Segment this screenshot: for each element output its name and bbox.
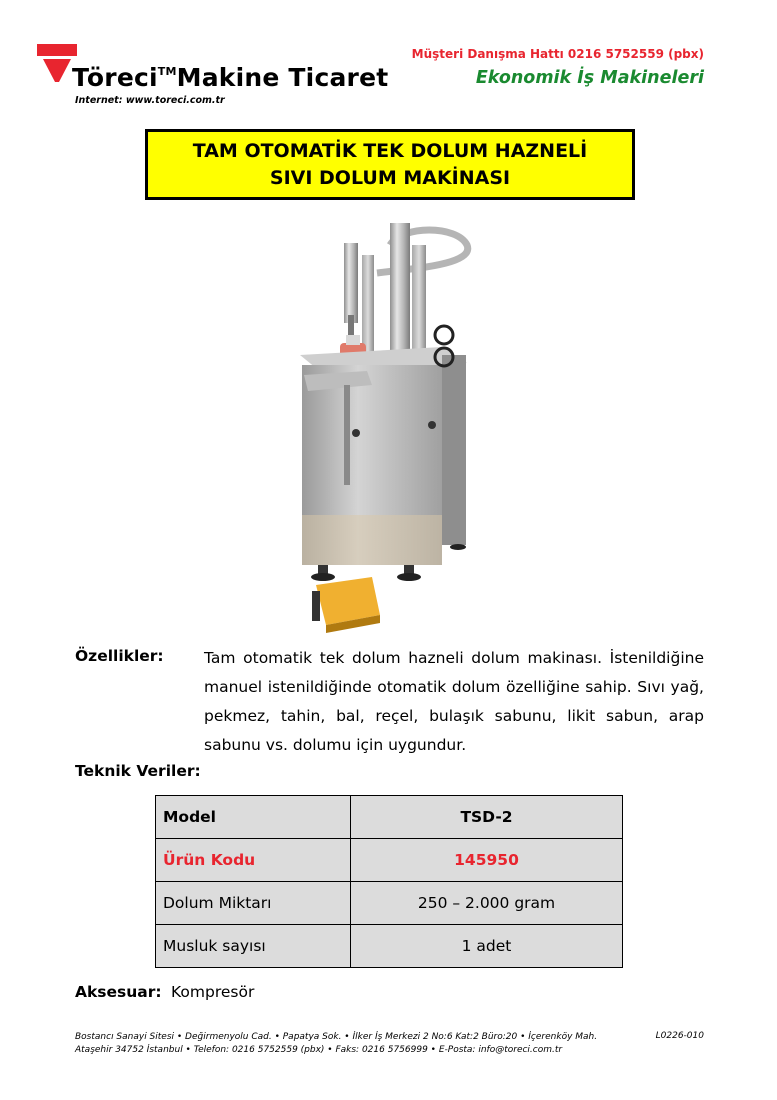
trademark-mark: TM — [157, 65, 177, 78]
table-row — [156, 796, 623, 839]
accessory-value: Kompresör — [171, 983, 255, 1001]
spec-value: 145950 — [351, 839, 623, 882]
spec-table — [155, 795, 623, 968]
table-row — [156, 882, 623, 925]
table-row — [156, 925, 623, 968]
website-text: Internet: www.toreci.com.tr — [75, 95, 225, 106]
footer-line-1: Bostancı Sanayi Sitesi • Değirmenyolu Cad. • Papatya Sok. • İlker İş Merkezi 2 No:6 Kat:2 Büro:20 • İçerenköy Mah. — [75, 1032, 598, 1042]
spec-value: 250 – 2.000 gram — [351, 882, 623, 925]
technical-data-label: Teknik Veriler: — [75, 762, 201, 780]
spec-key: Ürün Kodu — [156, 839, 351, 882]
document-code: L0226-010 — [655, 1031, 704, 1041]
filling-machine-image — [282, 215, 492, 635]
features-text: Tam otomatik tek dolum hazneli dolum makinası. İstenildiğine manuel istenildiğinde otomatik dolum özelliğine sahip. Sıvı yağ, pekmez, tahin, bal, reçel, bulaşık sabunu, likit sabun, arap sabunu vs. dolumu için uygundur. — [204, 649, 704, 754]
toreci-logo-icon — [37, 44, 77, 84]
footer-line-2: Ataşehir 34752 İstanbul • Telefon: 0216 5752559 (pbx) • Faks: 0216 5756999 • E-Posta: info@toreci.com.tr — [75, 1045, 563, 1055]
page-title — [145, 129, 635, 200]
accessory-label: Aksesuar: — [75, 983, 162, 1001]
spec-value: 1 adet — [351, 925, 623, 968]
table-row — [156, 839, 623, 882]
title-line-1: TAM OTOMATİK TEK DOLUM HAZNELİ — [192, 139, 588, 162]
spec-key: Musluk sayısı — [156, 925, 351, 968]
spec-value: TSD-2 — [351, 796, 623, 839]
features-label: Özellikler: — [75, 647, 164, 665]
footer-address — [75, 1031, 597, 1057]
hotline-text: Müşteri Danışma Hattı 0216 5752559 (pbx) — [411, 47, 704, 61]
spec-key: Model — [156, 796, 351, 839]
title-line-2: SIVI DOLUM MAKİNASI — [269, 166, 511, 189]
brand-name: Töreci™Makine Ticaret — [72, 63, 389, 92]
slogan: Ekonomik İş Makineleri — [475, 68, 704, 88]
spec-key: Dolum Miktarı — [156, 882, 351, 925]
